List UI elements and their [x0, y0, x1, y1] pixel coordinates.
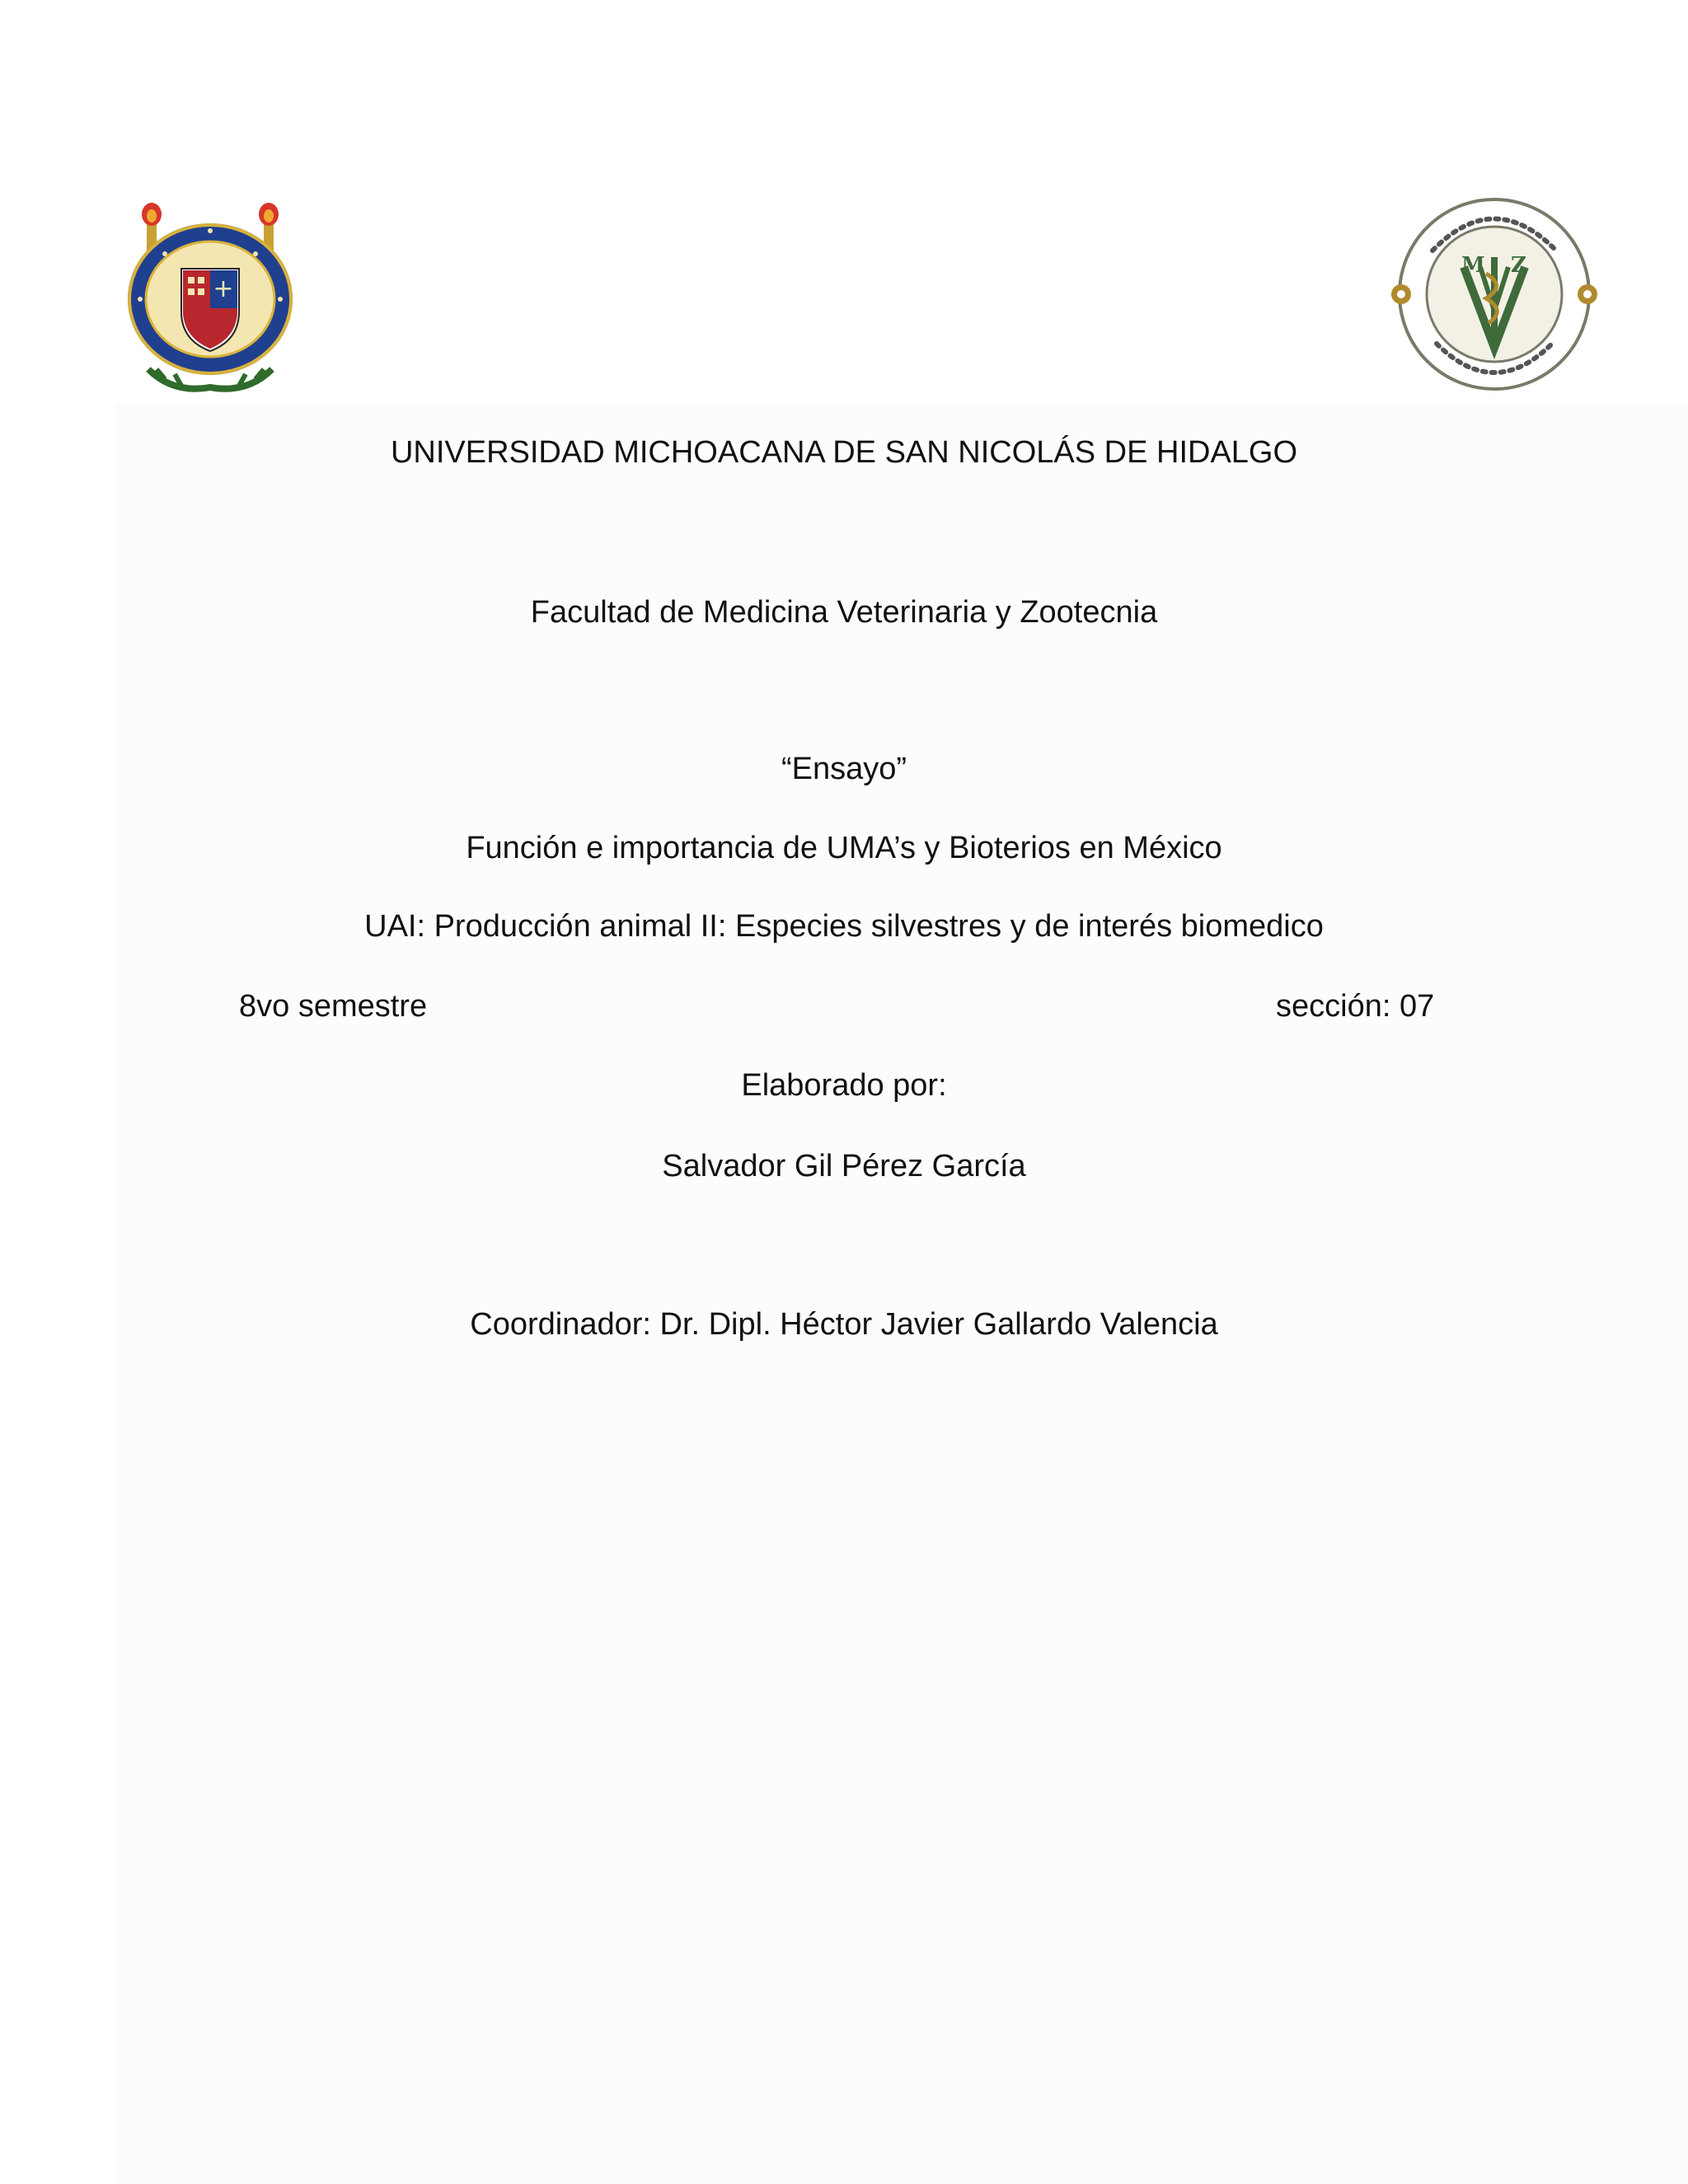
section-label: sección: 07: [1276, 989, 1435, 1024]
university-name: UNIVERSIDAD MICHOACANA DE SAN NICOLÁS DE HIDALGO: [390, 435, 1298, 470]
university-crest-icon: [115, 196, 305, 402]
faculty-name: Facultad de Medicina Veterinaria y Zootecnia: [530, 595, 1158, 630]
page-content-area: [115, 404, 1688, 2184]
author-name: Salvador Gil Pérez García: [662, 1149, 1026, 1183]
svg-text:Z: Z: [1511, 253, 1526, 278]
document-type: “Ensayo”: [781, 752, 907, 786]
faculty-seal-icon: [1391, 191, 1597, 397]
course-name: UAI: Producción animal II: Especies silvestres y de interés biomedico: [364, 909, 1324, 944]
prepared-by-label: Elaborado por:: [741, 1068, 947, 1103]
semester-label: 8vo semestre: [239, 989, 428, 1024]
document-title: Función e importancia de UMA’s y Bioterios en México: [466, 831, 1222, 865]
svg-text:M: M: [1461, 253, 1485, 278]
coordinator-name: Coordinador: Dr. Dipl. Héctor Javier Gallardo Valencia: [470, 1307, 1218, 1342]
svg-text:+: +: [213, 274, 234, 303]
